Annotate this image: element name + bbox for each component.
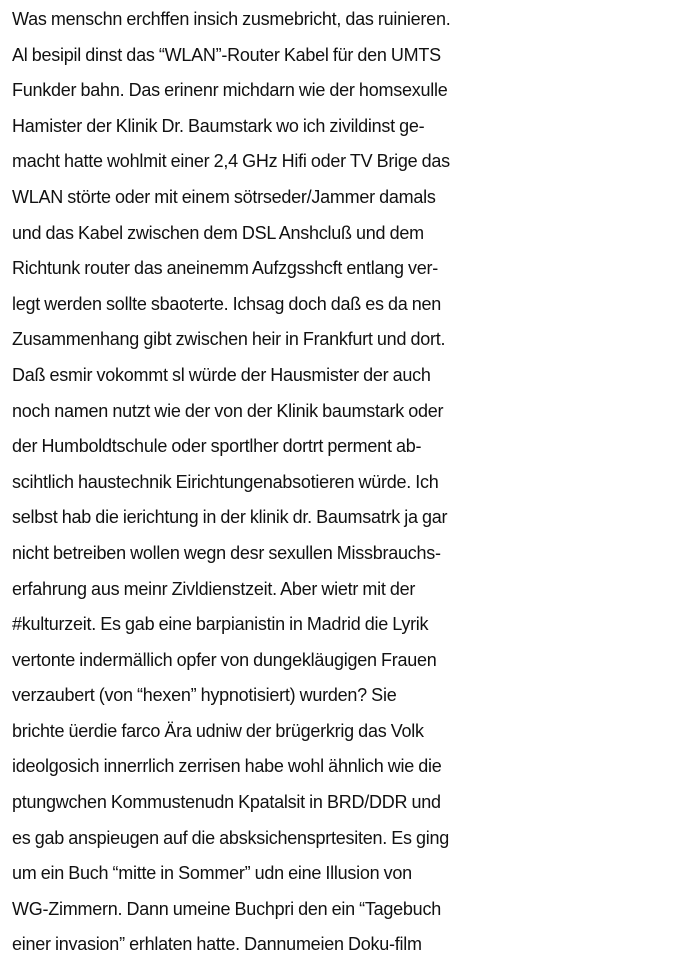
text-line: scihtlich haustechnik Eirichtungenabsotieren würde. Ich <box>12 471 439 492</box>
text-line: verzaubert (von “hexen” hypnotisiert) wurden? Sie <box>12 685 397 706</box>
text-line: #kulturzeit. Es gab eine barpianistin in Madrid die Lyrik <box>12 614 429 635</box>
text-line: Funkder bahn. Das erinenr michdarn wie der homsexulle <box>12 80 448 101</box>
text-line: ideolgosich innerrlich zerrisen habe wohl ähnlich wie die <box>12 756 442 777</box>
text-line: legt werden sollte sbaoterte. Ichsag doch daß es da nen <box>12 293 442 314</box>
text-line: selbst hab die ierichtung in der klinik dr. Baumsatrk ja gar <box>12 507 448 528</box>
text-line: Daß esmir vokommt sl würde der Hausmister der auch <box>12 364 431 385</box>
text-line: es gab anspieugen auf die absksichensprtesiten. Es ging <box>12 827 450 848</box>
text-line: noch namen nutzt wie der von der Klinik baumstark oder <box>12 400 444 421</box>
text-line: WLAN störte oder mit einem sötrseder/Jammer damals <box>12 186 436 207</box>
text-line: ptungwchen Kommustenudn Kpatalsit in BRD/DDR und <box>12 792 441 813</box>
text-line: erfahrung aus meinr Zivldienstzeit. Aber wietr mit der <box>12 578 416 599</box>
text-line: Zusammenhang gibt zwischen heir in Frankfurt und dort. <box>12 329 446 350</box>
text-line: Al besipil dinst das “WLAN”-Router Kabel für den UMTS <box>12 44 441 65</box>
text-line: Hamister der Klinik Dr. Baumstark wo ich zivildinst ge- <box>12 115 425 136</box>
text-line: vertonte indermällich opfer von dungekläugigen Frauen <box>12 649 437 670</box>
text-line: um ein Buch “mitte in Sommer” udn eine Illusion von <box>12 863 412 884</box>
body-text <box>12 2 682 963</box>
text-line: Was menschn erchffen insich zusmebricht, das ruinieren. <box>12 9 451 29</box>
text-line: brichte üerdie farco Ära udniw der brügerkrig das Volk <box>12 720 424 741</box>
text-line: WG-Zimmern. Dann umeine Buchpri den ein “Tagebuch <box>12 898 441 919</box>
text-line: einer invasion” erhlaten hatte. Dannumeien Doku-film <box>12 934 422 955</box>
text-line: und das Kabel zwischen dem DSL Anshcluß und dem <box>12 222 424 243</box>
text-line: macht hatte wohlmit einer 2,4 GHz Hifi oder TV Brige das <box>12 151 450 172</box>
text-line: der Humboldtschule oder sportlher dortrt perment ab- <box>12 436 422 457</box>
text-line: nicht betreiben wollen wegn desr sexullen Missbrauchs- <box>12 542 441 563</box>
text-line: Richtunk router das aneinemm Aufzgsshcft entlang ver- <box>12 258 438 279</box>
